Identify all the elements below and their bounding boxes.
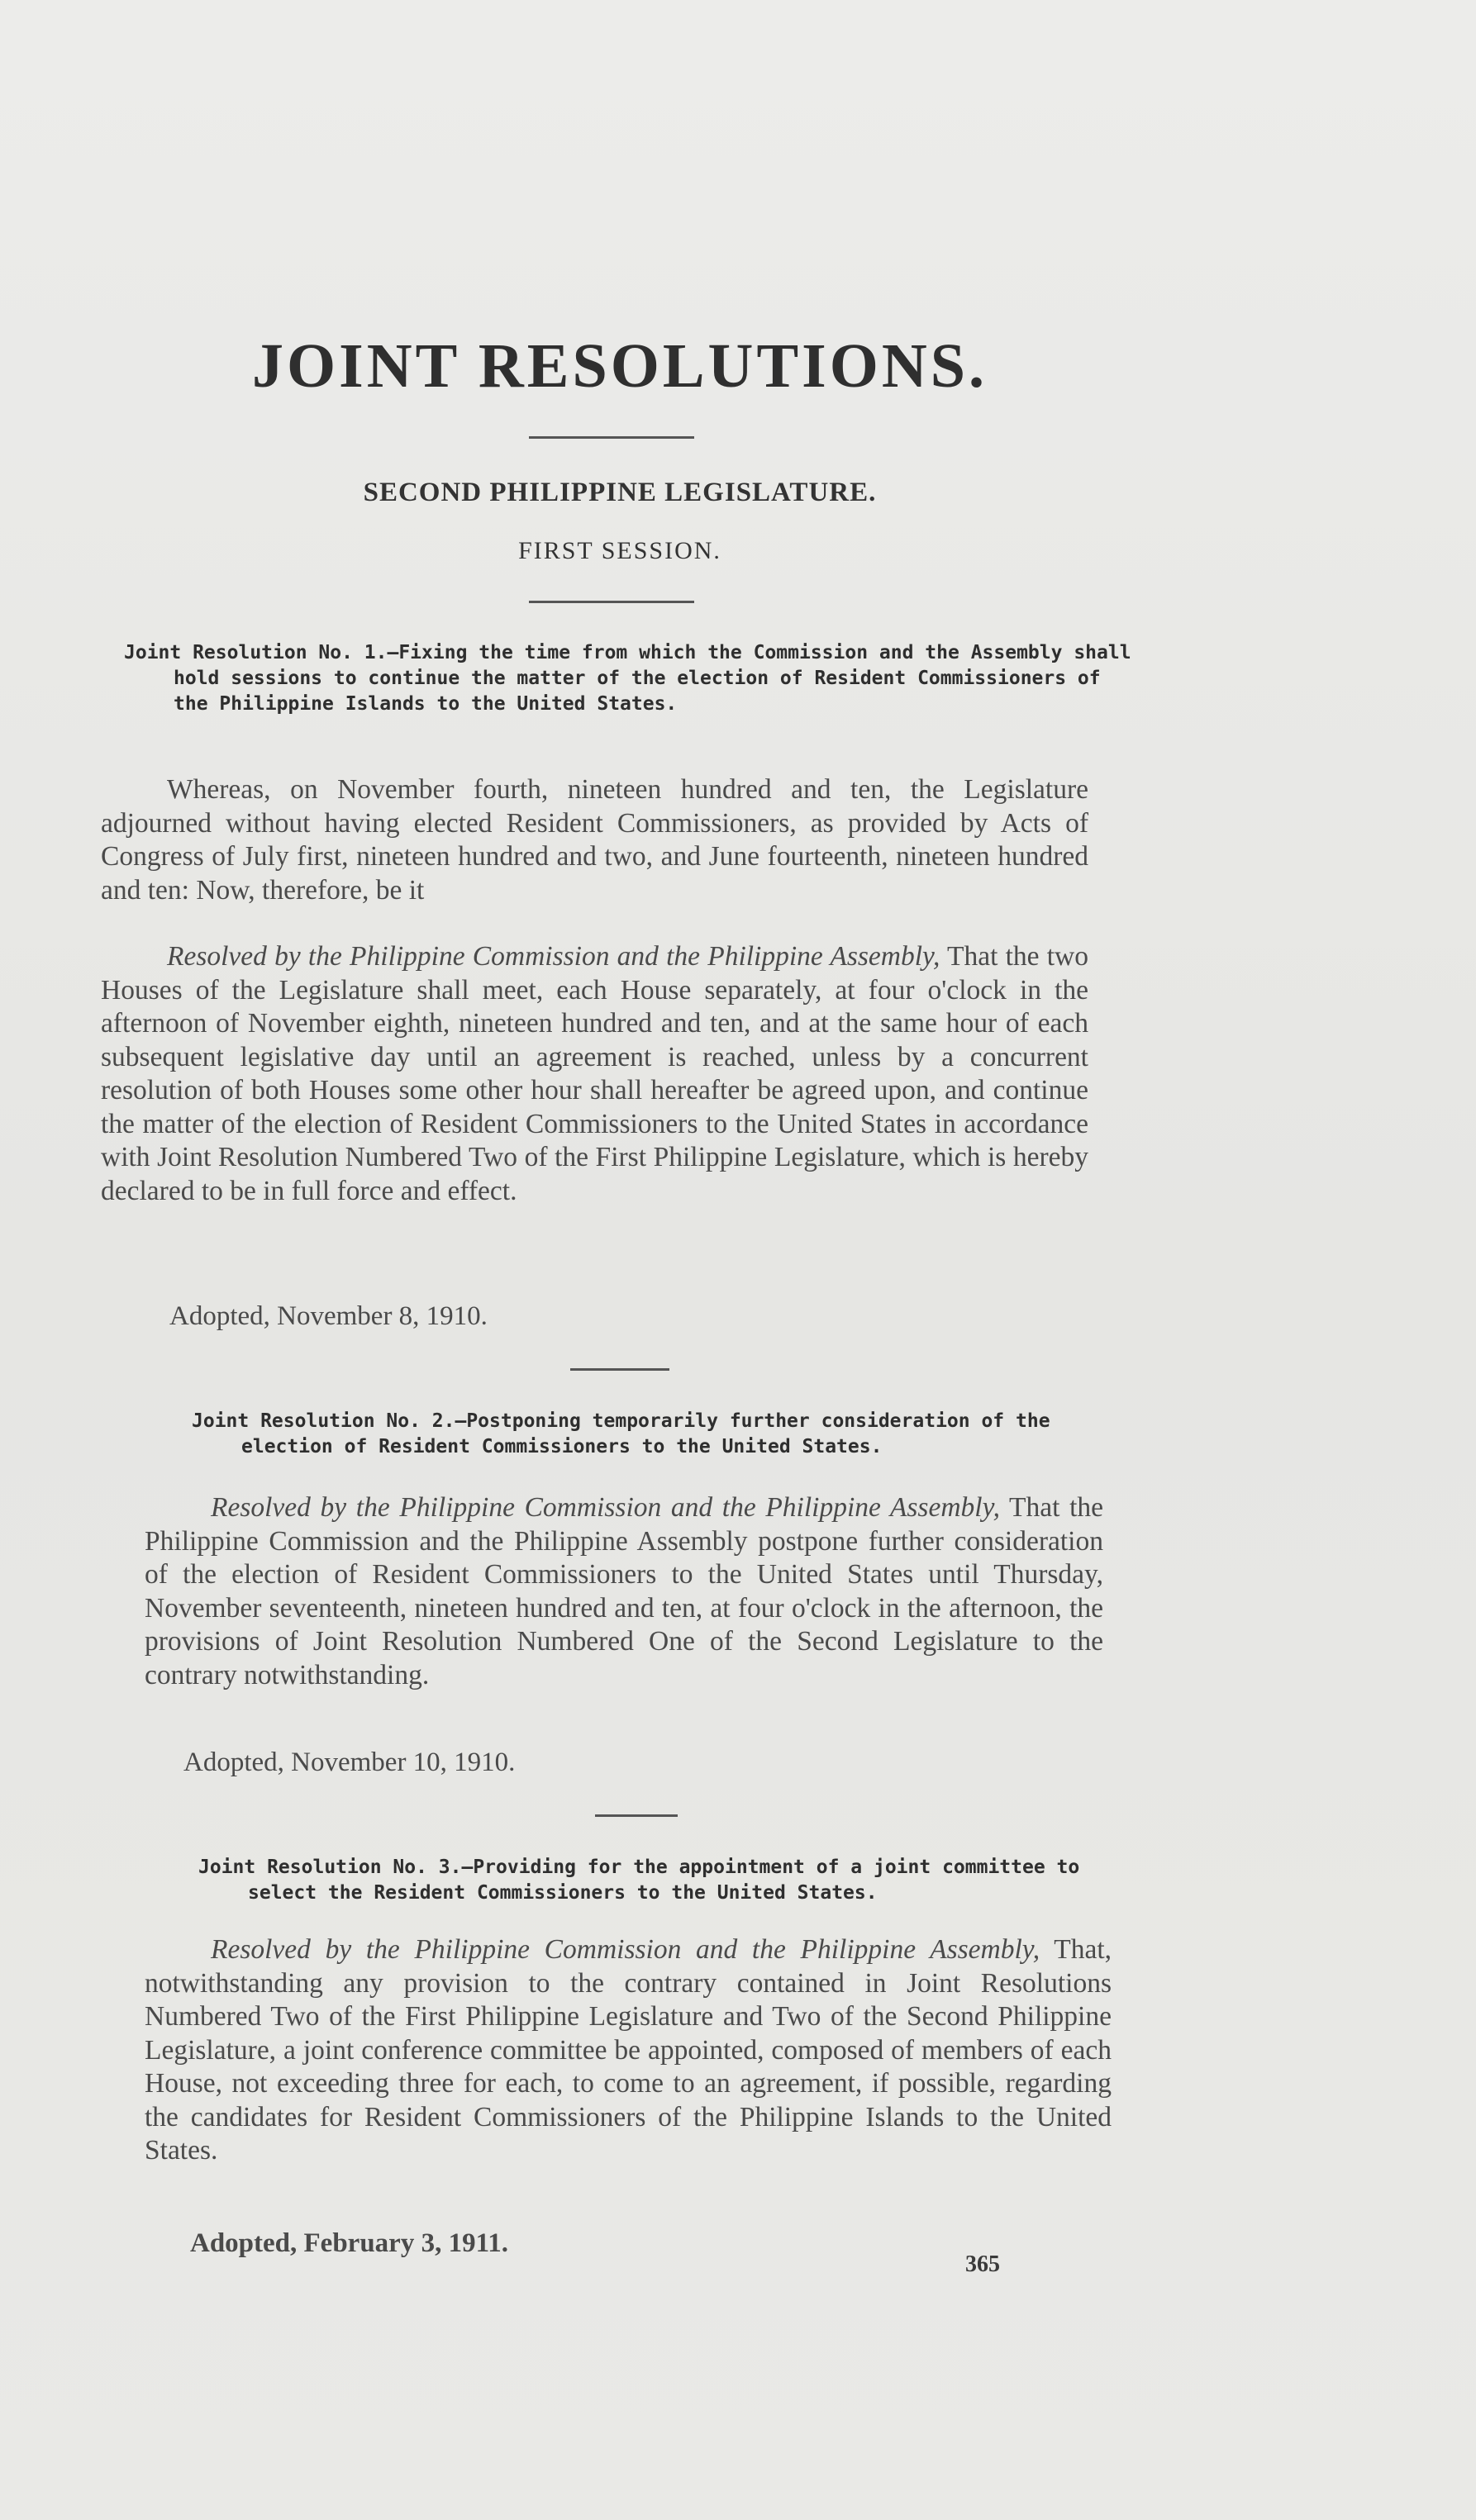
resolution-2-resolved-intro: Resolved by the Philippine Commission and the Philippine Assembly,: [211, 1492, 1000, 1523]
resolution-1-adopted: Adopted, November 8, 1910.: [169, 1301, 488, 1331]
resolution-1-whereas-text: Whereas, on November fourth, nineteen hundred and ten, the Legislature adjourned without having elected Resident Commissioners, as provided by Acts of Congress of July first, nineteen hundred and two, and June fourteenth, nineteen hundred and ten: Now, therefore, be it: [101, 774, 1088, 906]
resolution-3-resolved: [145, 1933, 1112, 2168]
resolution-3-resolved-intro: Resolved by the Philippine Commission and the Philippine Assembly,: [211, 1934, 1040, 1965]
resolution-2-resolved: [145, 1491, 1103, 1692]
resolution-1-resolved-intro: Resolved by the Philippine Commission and the Philippine Assembly,: [167, 941, 940, 972]
resolution-2-adopted: Adopted, November 10, 1910.: [183, 1747, 516, 1777]
legislature-heading: SECOND PHILIPPINE LEGISLATURE.: [363, 478, 877, 507]
session-divider: [529, 601, 694, 603]
resolution-divider-1: [570, 1368, 669, 1371]
page-title: JOINT RESOLUTIONS.: [252, 331, 988, 401]
title-divider: [529, 436, 694, 439]
resolution-1-heading: Joint Resolution No. 1.—Fixing the time from which the Commission and the Assembly shall hold sessions to continue the matter of the election of Resident Commissioners of the Philippine Islands to the United States.: [124, 642, 1131, 715]
session-heading: FIRST SESSION.: [518, 537, 721, 564]
resolution-2-heading: Joint Resolution No. 2.—Postponing temporarily further consideration of the election of Resident Commissioners to the United States.: [192, 1410, 1050, 1457]
resolution-1-resolved-text: That the two Houses of the Legislature shall meet, each House separately, at four o'clock in the afternoon of November eighth, nineteen hundred and ten, and at the same hour of each subsequent legislative day until an agreement is reached, unless by a concurrent resolution of both Houses some other hour shall hereafter be agreed upon, and continue the matter of the election of Resident Commissioners to the United States in accordance with Joint Resolution Numbered Two of the First Philippine Legislature, which is hereby declared to be in full force and effect.: [101, 941, 1088, 1206]
resolution-1-resolved: [101, 940, 1088, 1208]
resolution-3-adopted: Adopted, February 3, 1911.: [190, 2228, 509, 2258]
resolution-1-whereas: [101, 773, 1088, 907]
resolution-divider-2: [595, 1814, 678, 1817]
resolution-3-heading: Joint Resolution No. 3.—Providing for the appointment of a joint committee to select the Resident Commissioners to the United States.: [198, 1857, 1080, 1904]
page-number: 365: [965, 2251, 1000, 2277]
resolution-3-resolved-text: That, notwithstanding any provision to the contrary contained in Joint Resolutions Numbered Two of the First Philippine Legislature and Two of the Second Philippine Legislature, a joint conference committee be appointed, composed of members of each House, not exceeding three for each, to come to an agreement, if possible, regarding the candidates for Resident Commissioners of the Philippine Islands to the United States.: [145, 1934, 1112, 2166]
resolution-2-resolved-text: That the Philippine Commission and the Philippine Assembly postpone further consideration of the election of Resident Commissioners to the United States until Thursday, November seventeenth, nineteen hundred and ten, at four o'clock in the afternoon, the provisions of Joint Resolution Numbered One of the Second Legislature to the contrary notwithstanding.: [145, 1492, 1104, 1690]
